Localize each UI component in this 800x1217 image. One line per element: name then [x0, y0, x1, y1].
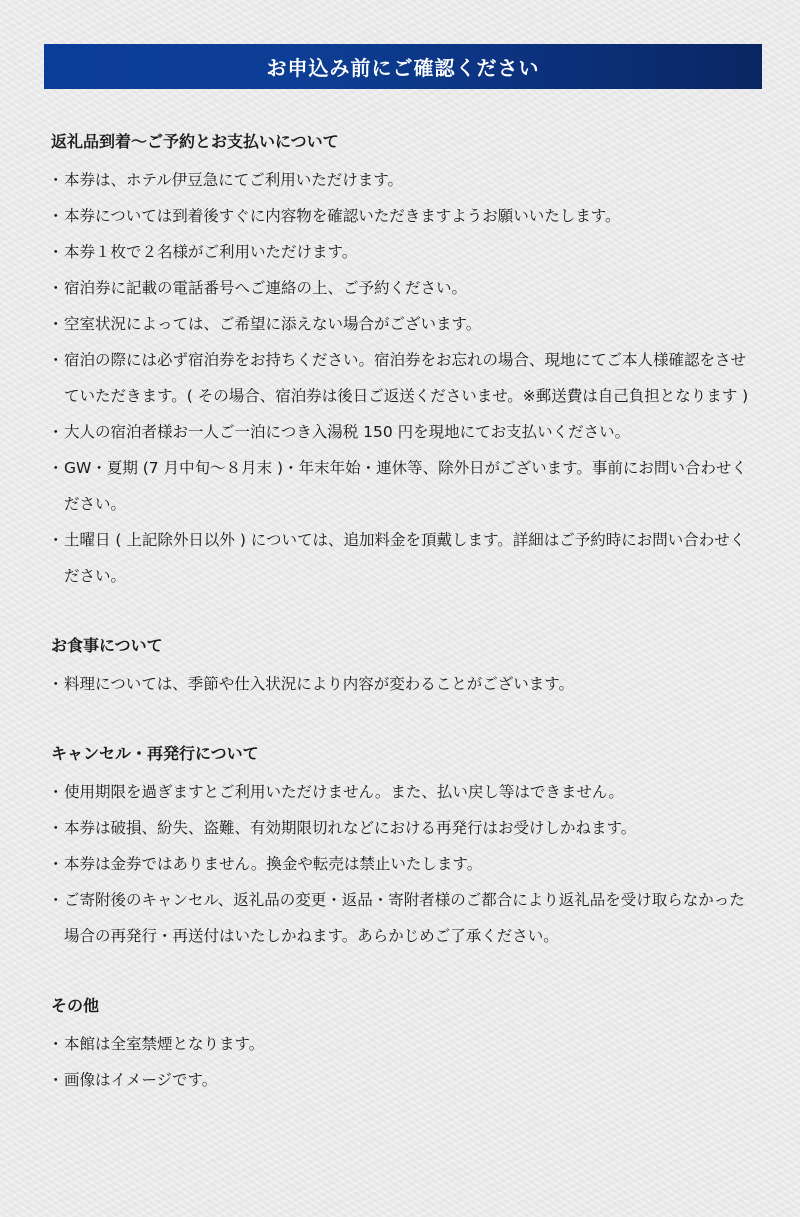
- bullet: ・: [48, 1035, 64, 1053]
- list-item: [48, 342, 758, 414]
- list-item: [48, 234, 758, 270]
- item-list: [48, 162, 758, 594]
- section-title: お食事について: [51, 636, 163, 655]
- bullet: ・: [48, 855, 64, 873]
- item-text: GW・夏期 (7 月中旬〜８月末 )・年末年始・連休等、除外日がございます。事前にお問い合わせください。: [64, 459, 747, 513]
- item-list: [48, 666, 758, 702]
- list-item: [48, 810, 758, 846]
- item-text: 大人の宿泊者様お一人ご一泊につき入湯税 150 円を現地にてお支払いください。: [64, 423, 631, 441]
- list-item: [48, 846, 758, 882]
- section-title: その他: [51, 996, 100, 1015]
- item-list: [48, 774, 758, 954]
- bullet: ・: [48, 459, 64, 477]
- bullet: ・: [48, 423, 64, 441]
- bullet: ・: [48, 243, 64, 261]
- bullet: ・: [48, 819, 64, 837]
- item-list: [48, 1026, 758, 1098]
- item-text: 使用期限を過ぎますとご利用いただけません。また、払い戻し等はできません。: [64, 783, 624, 801]
- list-item: [48, 666, 758, 702]
- item-text: 本券については到着後すぐに内容物を確認いただきますようお願いいたします。: [64, 207, 621, 225]
- list-item: [48, 522, 758, 594]
- list-item: [48, 198, 758, 234]
- section-meals: [48, 634, 758, 702]
- list-item: [48, 414, 758, 450]
- bullet: ・: [48, 315, 64, 333]
- item-text: 本券１枚で２名様がご利用いただけます。: [64, 243, 358, 261]
- bullet: ・: [48, 783, 64, 801]
- item-text: 料理については、季節や仕入状況により内容が変わることがございます。: [64, 675, 574, 693]
- item-text: 本館は全室禁煙となります。: [64, 1035, 265, 1053]
- section-other: [48, 994, 758, 1098]
- item-text: 本券は破損、紛失、盗難、有効期限切れなどにおける再発行はお受けしかねます。: [64, 819, 637, 837]
- section-cancellation-reissue: [48, 742, 758, 954]
- bullet: ・: [48, 351, 64, 369]
- item-text: 本券は、ホテル伊豆急にてご利用いただけます。: [64, 171, 403, 189]
- item-text: ご寄附後のキャンセル、返礼品の変更・返品・寄附者様のご都合により返礼品を受け取らなかった場合の再発行・再送付はいたしかねます。あらかじめご了承ください。: [64, 891, 745, 945]
- section-title: キャンセル・再発行について: [51, 744, 259, 763]
- bullet: ・: [48, 171, 64, 189]
- section-arrival-reservation-payment: [48, 130, 758, 594]
- list-item: [48, 882, 758, 954]
- banner-title: お申込み前にご確認ください: [266, 56, 540, 80]
- item-text: 土曜日 ( 上記除外日以外 ) については、追加料金を頂戴します。詳細はご予約時にお問い合わせください。: [64, 531, 746, 585]
- bullet: ・: [48, 531, 64, 549]
- item-text: 空室状況によっては、ご希望に添えない場合がございます。: [64, 315, 482, 333]
- list-item: [48, 162, 758, 198]
- item-text: 宿泊の際には必ず宿泊券をお持ちください。宿泊券をお忘れの場合、現地にてご本人様確認をさせていただきます。( その場合、宿泊券は後日ご返送くださいませ。※郵送費は自己負担となります ): [64, 351, 749, 405]
- notice-banner: [44, 44, 762, 89]
- section-title: 返礼品到着〜ご予約とお支払いについて: [51, 132, 339, 151]
- bullet: ・: [48, 279, 64, 297]
- list-item: [48, 1026, 758, 1062]
- notice-content: [48, 130, 758, 1138]
- bullet: ・: [48, 891, 64, 909]
- list-item: [48, 270, 758, 306]
- list-item: [48, 774, 758, 810]
- bullet: ・: [48, 675, 64, 693]
- list-item: [48, 1062, 758, 1098]
- list-item: [48, 450, 758, 522]
- bullet: ・: [48, 207, 64, 225]
- list-item: [48, 306, 758, 342]
- item-text: 画像はイメージです。: [64, 1071, 218, 1089]
- item-text: 宿泊券に記載の電話番号へご連絡の上、ご予約ください。: [64, 279, 468, 297]
- bullet: ・: [48, 1071, 64, 1089]
- item-text: 本券は金券ではありません。換金や転売は禁止いたします。: [64, 855, 483, 873]
